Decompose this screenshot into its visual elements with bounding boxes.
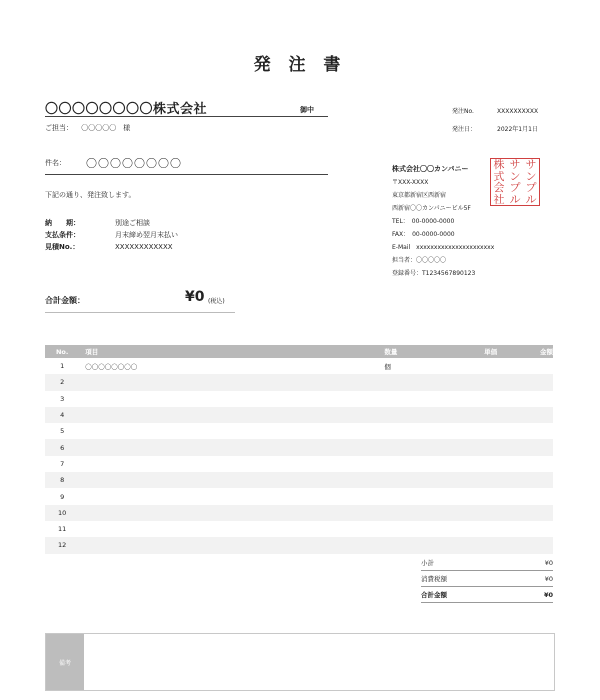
stamp-char: プ — [525, 181, 537, 194]
header-amount: 金額 — [540, 348, 553, 356]
stamp-char: ル — [525, 192, 537, 206]
total-value: ¥0 — [185, 289, 205, 305]
order-meta — [452, 103, 538, 139]
table-row — [45, 439, 553, 455]
table-row — [45, 391, 553, 407]
tax-label: 消費税額 — [421, 575, 447, 583]
issuer-person: 担当者：〇〇〇〇〇 — [392, 257, 447, 264]
terms-row — [45, 217, 178, 229]
order-no-row — [452, 103, 538, 121]
issuer-tel: TEL： 00-0000-0000 — [392, 218, 455, 225]
table-body — [45, 358, 553, 554]
row-item: 〇〇〇〇〇〇〇〇 — [85, 362, 138, 371]
tax-value: ¥0 — [544, 574, 553, 583]
order-date-value: 2022年1月1日 — [497, 126, 538, 133]
contact-value: 〇〇〇〇〇 様 — [81, 124, 131, 132]
subtotal-label: 小計 — [421, 559, 434, 567]
row-no: 10 — [58, 508, 67, 517]
terms-row — [45, 241, 178, 253]
total-underline — [45, 312, 235, 313]
grand-total-label: 合計金額 — [421, 591, 447, 599]
stamp-char: ル — [509, 192, 521, 206]
row-qty: 個 — [384, 362, 391, 371]
stamp-char: サ — [509, 158, 521, 171]
order-date-label: 発注日： — [452, 126, 477, 133]
row-no: 12 — [58, 541, 67, 550]
subject-underline — [45, 174, 328, 175]
order-no-label: 発注No. — [452, 108, 474, 115]
table-row — [45, 488, 553, 504]
table-row — [45, 358, 553, 374]
total-tax-note: (税込) — [208, 298, 225, 305]
stamp-char: プ — [509, 181, 521, 194]
header-qty: 数量 — [384, 348, 398, 356]
issuer-fax: FAX： 00-0000-0000 — [392, 231, 455, 238]
row-no: 1 — [60, 362, 65, 371]
stamp-char: 株 — [493, 158, 505, 171]
order-items-table — [45, 345, 553, 554]
table-header — [45, 345, 553, 358]
issuer-registration: 登録番号：T1234567890123 — [392, 270, 476, 277]
terms-value: 月末締め翌月末払い — [115, 231, 178, 239]
order-note: 下記の通り、発注致します。 — [45, 191, 136, 199]
table-row — [45, 521, 553, 537]
stamp-char: ン — [525, 169, 537, 183]
recipient-contact — [45, 123, 130, 133]
table-row — [45, 537, 553, 553]
grand-total-value: ¥0 — [543, 590, 553, 599]
row-no: 5 — [60, 427, 65, 436]
issuer-postal: 〒XXX-XXXX — [392, 179, 429, 186]
subtotal-row — [421, 555, 553, 571]
row-no: 6 — [60, 443, 65, 452]
recipient-company: 〇〇〇〇〇〇〇〇株式会社 — [45, 102, 208, 117]
header-no: No. — [55, 347, 69, 356]
row-no: 4 — [60, 411, 65, 420]
issuer-address1: 東京都新宿区西新宿 — [392, 192, 447, 199]
subject-value: 〇〇〇〇〇〇〇〇 — [86, 157, 182, 170]
header-item: 項目 — [85, 348, 99, 356]
stamp-char: 社 — [493, 192, 505, 206]
table-row — [45, 374, 553, 390]
issuer-email: E-Mail xxxxxxxxxxxxxxxxxxxxxx — [392, 244, 495, 251]
issuer-address2: 西新宿〇〇カンパニービル5F — [392, 205, 471, 212]
row-no: 11 — [58, 525, 67, 534]
header-price: 単価 — [484, 348, 498, 356]
remarks-box — [45, 633, 555, 691]
terms-row — [45, 229, 178, 241]
subject-label: 件名： — [45, 159, 66, 167]
terms-block — [45, 217, 178, 253]
stamp-char: ン — [509, 169, 521, 183]
order-date-row — [452, 121, 538, 139]
row-no: 3 — [60, 394, 65, 403]
grand-total-row — [421, 587, 553, 603]
table-row — [45, 456, 553, 472]
stamp-char: 会 — [493, 181, 505, 194]
order-no-value: XXXXXXXXXX — [497, 108, 539, 115]
terms-label: 納 期： — [45, 219, 80, 227]
table-row — [45, 505, 553, 521]
stamp-char: サ — [525, 158, 537, 171]
contact-label: ご担当： — [45, 124, 73, 132]
row-no: 9 — [60, 492, 65, 501]
subtotal-value: ¥0 — [544, 558, 553, 567]
stamp-char: 式 — [493, 169, 505, 183]
issuer-block — [392, 163, 494, 280]
table-row — [45, 423, 553, 439]
document-title: 発 注 書 — [253, 55, 347, 75]
summary-block — [421, 555, 553, 603]
company-seal-stamp — [490, 158, 540, 206]
table-row — [45, 407, 553, 423]
recipient-underline — [45, 116, 328, 117]
row-no: 7 — [60, 459, 65, 468]
terms-label: 支払条件： — [45, 231, 80, 239]
row-no: 2 — [60, 378, 65, 387]
table-row — [45, 472, 553, 488]
remarks-label: 備考 — [46, 634, 84, 690]
terms-label: 見積No.： — [45, 243, 80, 251]
terms-value: XXXXXXXXXXXX — [115, 243, 173, 251]
tax-row — [421, 571, 553, 587]
row-no: 8 — [60, 476, 65, 485]
recipient-honorific: 御中 — [300, 106, 314, 114]
total-label: 合計金額： — [45, 296, 85, 305]
issuer-company: 株式会社〇〇カンパニー — [392, 165, 469, 173]
terms-value: 別途ご相談 — [115, 219, 150, 227]
